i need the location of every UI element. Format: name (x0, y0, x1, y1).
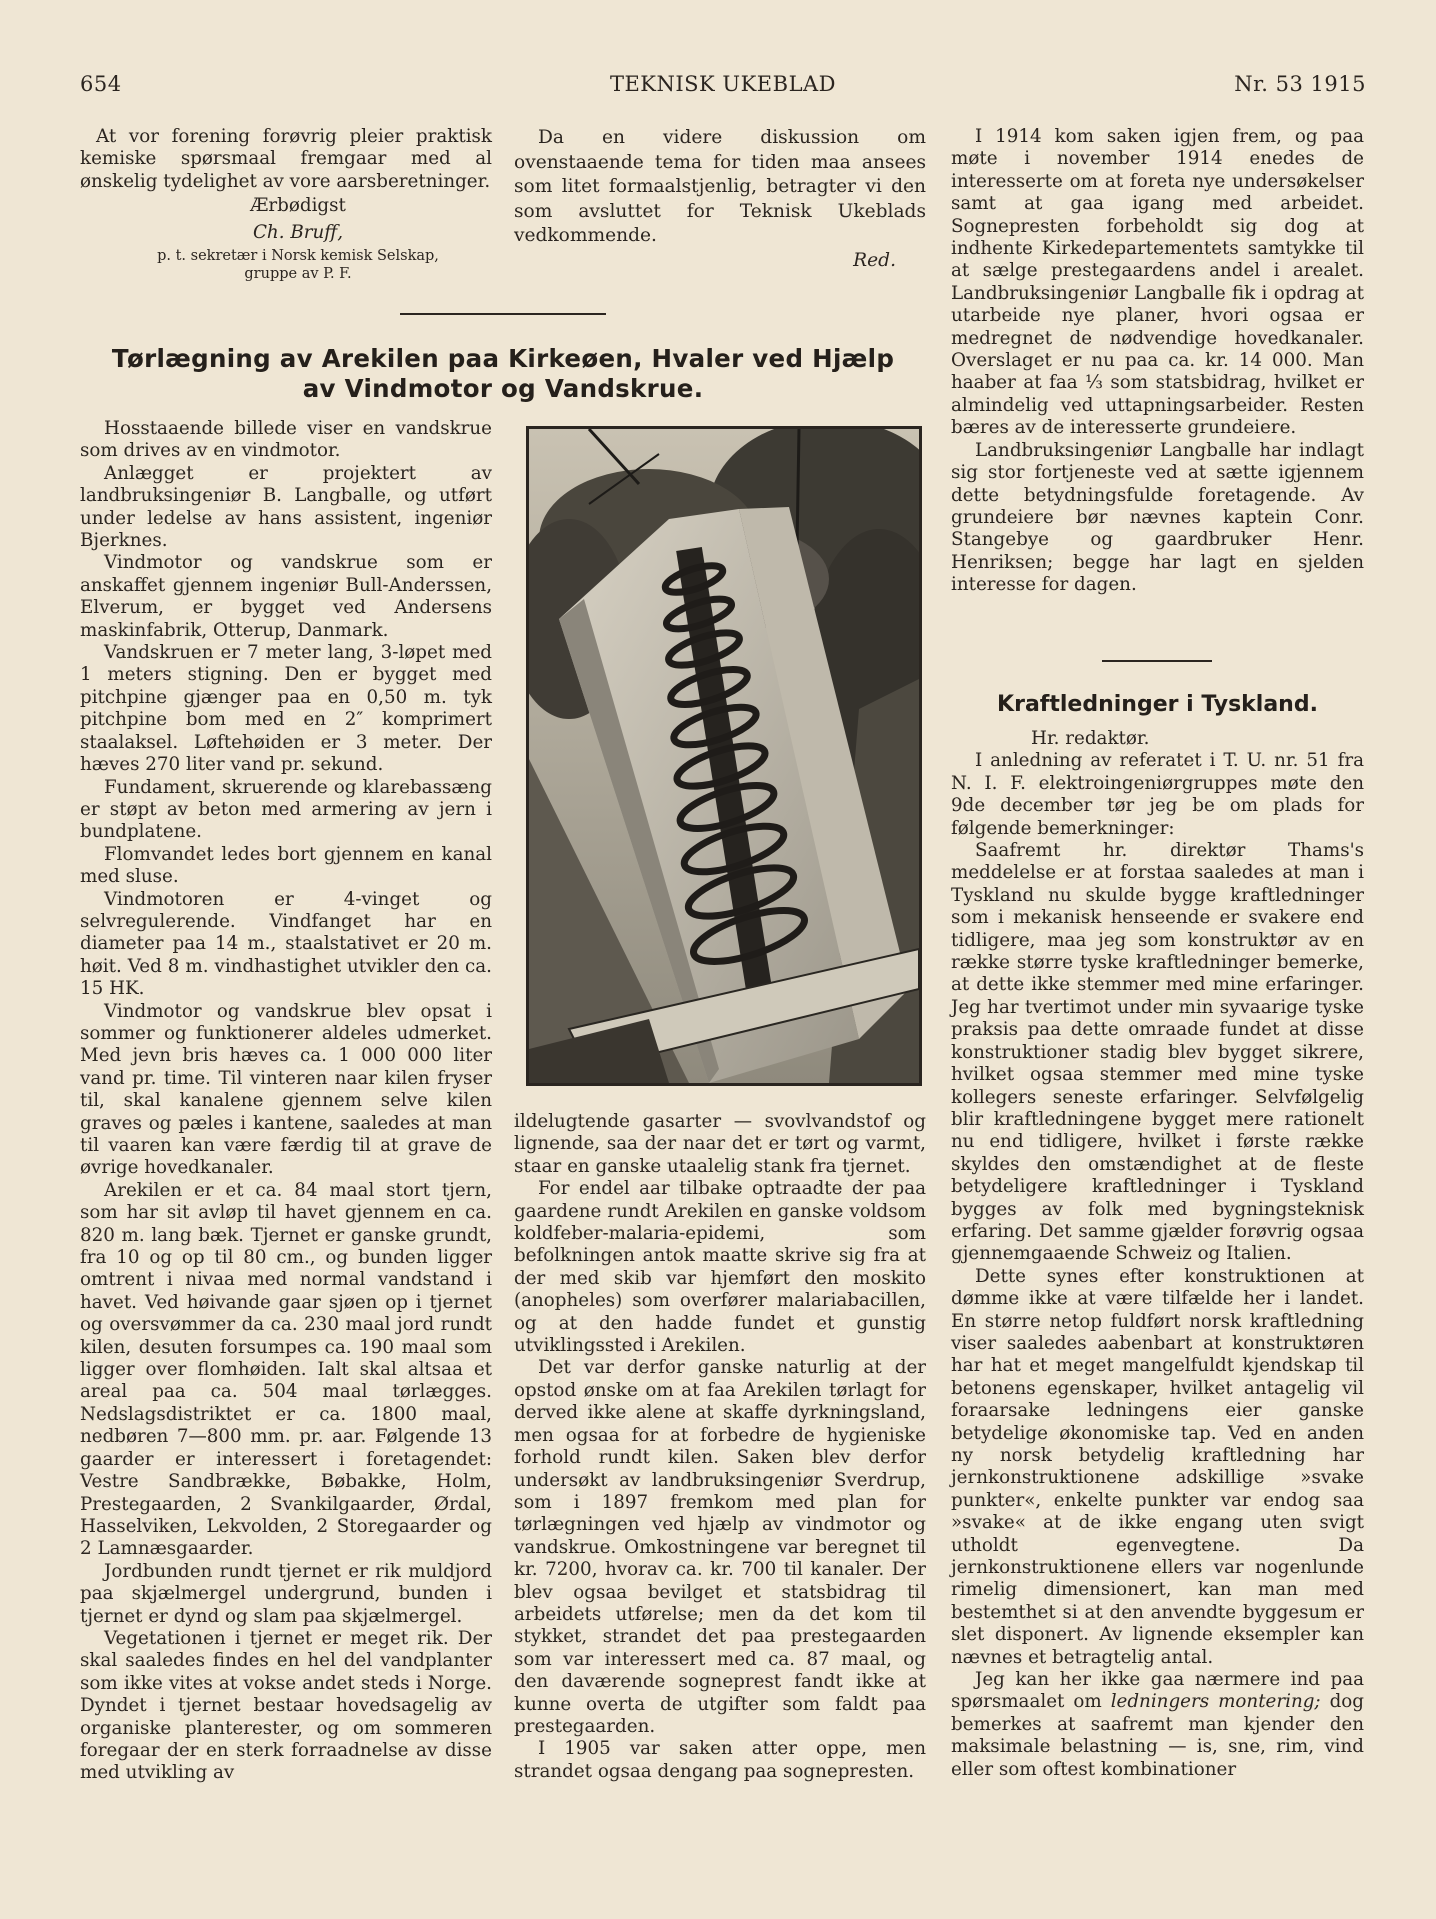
issue-number: Nr. 53 1915 (1234, 72, 1366, 96)
paragraph: For endel aar tilbake optraadte der paa gaardene rundt Arekilen en ganske voldsom koldfeber-malaria-epidemi, som befolkningen antok maatte skrive sig fra at der med skib var hjemført den moskito (anopheles) som overfører malariabacillen, og at den hadde fundet et gunstig utviklingssted i Arekilen. (514, 1178, 926, 1357)
article-column-1 (80, 418, 492, 1785)
paragraph: Arekilen er et ca. 84 maal stort tjern, som har sit avløp til havet gjennem en ca. 820 m. lang bæk. Tjernet er ganske grundt, fra 10 og op til 80 cm., og bunden ligger omtrent i nivaa med normal vandstand i havet. Ved høivande gaar sjøen op i tjernet og oversvømmer da ca. 230 maal jord rundt kilen, desuten forsumpes ca. 190 maal som ligger over flomhøiden. Ialt skal altsaa et areal paa ca. 504 maal tørlægges. Nedslagsdistriktet er ca. 1800 maal, nedbøren 7—800 mm. pr. aar. Følgende 13 gaarder er interessert i foretagendet: Vestre Sandbrække, Bøbakke, Holm, Prestegaarden, 2 Svankilgaarder, Ørdal, Hasselviken, Lekvolden, 2 Storegaarder og 2 Lamnæsgaarder. (80, 1179, 492, 1560)
photo-illustration (529, 429, 919, 1083)
letter-ending (80, 126, 492, 283)
paragraph: Jordbunden rundt tjernet er rik muldjord paa skjælmergel undergrund, bunden i tjernet er dynd og slam paa skjælmergel. (80, 1560, 492, 1627)
article-title-line-2: av Vindmotor og Vandskrue. (302, 374, 704, 403)
paragraph: Fundament, skruerende og klarebassæng er støpt av beton med armering av jern i bundplatene. (80, 776, 492, 843)
paragraph: Vindmotor og vandskrue blev opsat i sommer og funktionerer aldeles udmerket. Med jevn bris hæves ca. 1 000 000 liter vand pr. time. Til vinteren naar kilen fryser til, skal kanalene gjennem selve kilen graves og pæles i kantene, saaledes at man til vaaren kan være færdig til at grave de øvrige hovedkanaler. (80, 1000, 492, 1179)
paragraph: Vandskruen er 7 meter lang, 3-løpet med 1 meters stigning. Den er bygget med pitchpine gjænger paa en 0,50 m. tyk pitchpine bom med en 2″ komprimert staalaksel. Løftehøiden er 3 meter. Der hæves 270 liter vand pr. sekund. (80, 642, 492, 776)
paragraph: Vindmotor og vandskrue som er anskaffet gjennem ingeniør Bull-Anderssen, Elverum, er bygget ved Andersens maskinfabrik, Otterup, Danmark. (80, 552, 492, 641)
letter-signature: Ch. Bruff, (252, 221, 344, 243)
article-column-2 (514, 1111, 926, 1783)
page-number: 654 (80, 72, 122, 96)
article-2-body (951, 728, 1364, 1781)
article-title (80, 344, 926, 404)
journal-title: TEKNISK UKEBLAD (609, 72, 837, 96)
paragraph: Vegetationen i tjernet er meget rik. Der skal saaledes findes en hel del vandplanter som ikke vites at vokse andet steds i Norge. Dyndet i tjernet bestaar hovedsagelig av organiske planterester, og om sommeren foregaar der en sterk forraadnelse av disse med utvikling av (80, 1627, 492, 1784)
paragraph: Saafremt hr. direktør Thams's meddelelse er at forstaa saaledes at man i Tyskland nu skulde bygge kraftledninger som i mekanisk henseende er svakere end tidligere, maa jeg som konstruktør av en række større tyske kraftledninger bemerke, at dette ikke stemmer med mine erfaringer. Jeg har tvertimot under min syvaarige tyske praksis paa dette omraade fundet at disse konstruktioner stadig blev bygget sikrere, hvilket ogsaa stemmer med mine tyske kollegers seneste erfaringer. Selvfølgelig blir kraftledningene bygget mere rationelt nu end tidligere, hvilket i første række skyldes den omstændighet at de fleste betydeligere kraftledninger i Tyskland bygges av folk med bygningsteknisk erfaring. Det samme gjælder forøvrig ogsaa gjennemgaaende Schweiz og Italien. (951, 840, 1364, 1265)
paragraph: I anledning av referatet i T. U. nr. 51 fra N. I. F. elektroingeniørgruppes møte den 9de december tør jeg be om plads for følgende bemerkninger: (951, 750, 1364, 839)
editorial-note (514, 126, 926, 273)
water-screw-photo (526, 426, 922, 1086)
paragraph: Vindmotoren er 4-vinget og selvregulerende. Vindfanget har en diameter paa 14 m., staalstativet er 20 m. høit. Ved 8 m. vindhastighet utvikler den ca. 15 HK. (80, 888, 492, 1000)
editorial-sign: Red. (853, 249, 896, 271)
paragraph: Hosstaaende billede viser en vandskrue som drives av en vindmotor. (80, 418, 492, 462)
editorial-body: Da en videre diskussion om ovenstaaende tema for tiden maa ansees som litet formaalstjenlig, betragter vi den som avsluttet for Teknisk Ukeblads vedkommende. (514, 127, 926, 246)
letter-closing: Ærbødigst (250, 195, 346, 217)
paragraph: Anlægget er projektert av landbruksingeniør B. Langballe, og utført under ledelse av hans assistent, ingeniør Bjerknes. (80, 462, 492, 552)
page-header (80, 72, 1366, 102)
letter-role-2: gruppe av P. F. (244, 265, 352, 282)
paragraph: Flomvandet ledes bort gjennem en kanal med sluse. (80, 843, 492, 888)
paragraph: Det var derfor ganske naturlig at der opstod ønske om at faa Arekilen tørlagt for derved ikke alene at skaffe dyrkningsland, men ogsaa for at forbedre de hygieniske forhold rundt kilen. Saken blev derfor undersøkt av landbruksingeniør Sverdrup, som i 1897 fremkom med plan for tørlægningen ved hjælp av vindmotor og vandskrue. Omkostningene var beregnet til kr. 7200, hvorav ca. kr. 700 til kanaler. Der blev ogsaa bevilget et statsbidrag til arbeidets utførelse; men da det kom til stykket, strandet det paa prestegaarden som var interessert med ca. 87 maal, og den daværende sogneprest fandt ikke at kunne overta de utgifter som faldt paa prestegaarden. (514, 1357, 926, 1737)
paragraph: I 1905 var saken atter oppe, men strandet ogsaa dengang paa sognepresten. (514, 1738, 926, 1782)
salutation: Hr. redaktør. (1031, 728, 1150, 749)
italic-phrase: ledningers montering; (1110, 1691, 1321, 1713)
article-column-3 (951, 126, 1364, 597)
article-title-line-1: Tørlægning av Arekilen paa Kirkeøen, Hvaler ved Hjælp (111, 344, 895, 373)
article-2-title: Kraftledninger i Tyskland. (997, 692, 1318, 717)
text-run: Jeg kan her ikke gaa nærmere ind paa spørsmaalet om (951, 1669, 1364, 1713)
paragraph: ildelugtende gasarter — svovlvandstof og lignende, saa der naar det er tørt og varmt, staar en ganske utaalelig stank fra tjernet. (514, 1111, 926, 1177)
paragraph (951, 1669, 1364, 1781)
text-run: dog bemerkes at saafremt man kjender den maksimale belastning — is, sne, rim, vind eller som oftest kombinationer (951, 1691, 1364, 1780)
section-divider (1102, 660, 1212, 662)
paragraph: I 1914 kom saken igjen frem, og paa møte i november 1914 enedes de interesserte om at foreta nye undersøkelser samt at gaa igang med arbeidet. Sognepresten forbeholdt sig dog at indhente Kirkedepartementets samtykke til at sælge prestegaardens andel i arealet. Landbruksingeniør Langballe fik i opdrag at utarbeide nye planer, hvori ogsaa er medregnet de nødvendige hovedkanaler. Overslaget er nu paa ca. kr. 14 000. Man haaber at faa ⅓ som statsbidrag, hvilket er almindelig ved uttapningsarbeider. Resten bæres av de interesserte grundeiere. (951, 126, 1364, 439)
letter-body: At vor forening forøvrig pleier praktisk kemiske spørsmaal fremgaar med al ønskelig tydelighet av vore aarsberetninger. (80, 126, 492, 192)
section-divider (400, 313, 606, 315)
paragraph: Dette synes efter konstruktionen at dømme ikke at være tilfælde her i landet. En større netop fuldført norsk kraftledning viser saaledes aabenbart at konstruktøren har hat et meget mangelfuldt kjendskap til betonens egenskaper, hvilket antagelig vil foraarsake ledningens eier ganske betydelige økonomiske tap. Ved en anden ny norsk betydelig kraftledning har jernkonstruktionene adskillige »svake punkter«, enkelte punkter var endog saa »svake« at de ikke engang uten svigt utholdt egenvegtene. Da jernkonstruktionene ellers var nogenlunde rimelig dimensionert, kan man med bestemthet si at den anvendte byggesum er slet disponert. Av lignende eksempler kan nævnes et betragtelig antal. (951, 1265, 1364, 1668)
paragraph: Landbruksingeniør Langballe har indlagt sig stor fortjeneste ved at sætte igjennem dette betydningsfulde foretagende. Av grundeiere bør nævnes kaptein Conr. Stangebye og gaardbruker Henr. Henriksen; begge har lagt en sjelden interesse for dagen. (951, 439, 1364, 596)
letter-role-1: p. t. sekretær i Norsk kemisk Selskap, (157, 248, 439, 265)
